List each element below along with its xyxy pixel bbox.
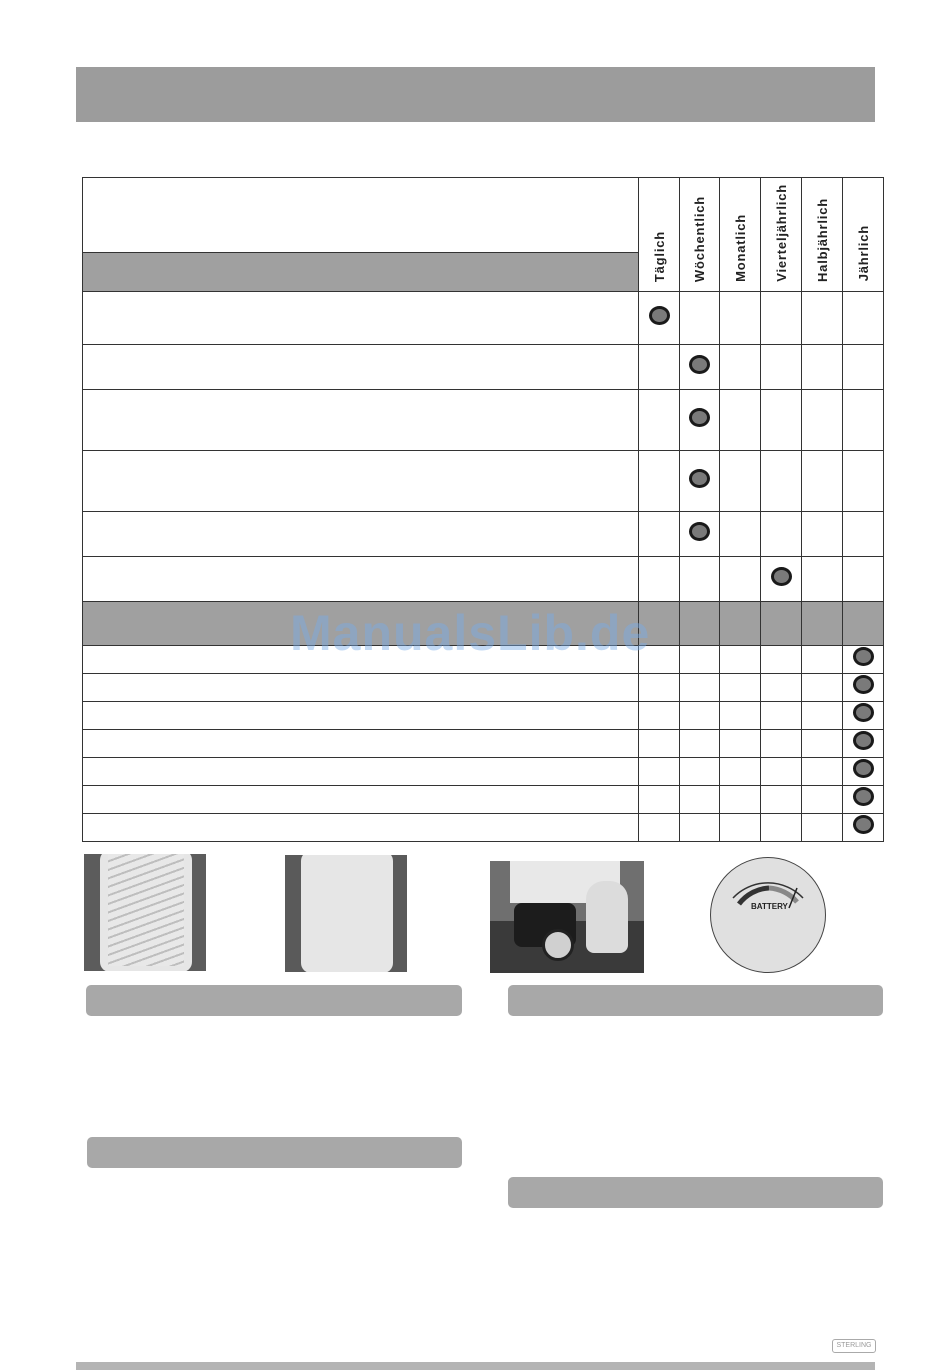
header-band [76,67,875,122]
tyre-worn-photo [285,855,407,972]
check-dot-icon [771,567,792,586]
check-dot-icon [689,355,710,374]
task-description-cell [83,556,639,601]
charging-scooter-photo [490,861,644,973]
interval-cell [802,389,843,450]
table-row [83,556,884,601]
column-header-yearly: Jährlich [843,178,884,292]
check-dot-icon [853,675,874,694]
interval-cell [680,450,720,511]
interval-cell [720,511,761,556]
check-dot-icon [853,731,874,750]
interval-cell [720,673,761,701]
interval-cell [802,556,843,601]
interval-cell [639,344,680,389]
interval-cell [639,757,680,785]
check-dot-icon [853,787,874,806]
interval-cell [680,389,720,450]
interval-cell [761,389,802,450]
check-dot-icon [689,469,710,488]
interval-cell [680,511,720,556]
interval-cell [720,556,761,601]
column-header-quarterly: Vierteljährlich [761,178,802,292]
interval-cell [680,291,720,344]
task-description-cell [83,785,639,813]
task-description-cell [83,729,639,757]
section-heading-bar [86,985,462,1016]
interval-cell [761,645,802,673]
interval-cell [680,729,720,757]
interval-cell [639,813,680,841]
interval-cell [720,450,761,511]
interval-cell [720,785,761,813]
interval-cell [639,511,680,556]
interval-cell [843,556,884,601]
table-row [83,291,884,344]
interval-cell [802,757,843,785]
interval-cell [843,757,884,785]
interval-cell [720,729,761,757]
column-header-daily: Täglich [639,178,680,292]
table-row [83,757,884,785]
tyre-good-photo [84,854,206,971]
interval-cell [802,701,843,729]
watermark: ManualsLib.de [290,605,651,661]
interval-cell [680,673,720,701]
battery-gauge-image: BATTERY [710,857,826,973]
interval-cell [843,673,884,701]
task-description-cell [83,757,639,785]
interval-cell [843,389,884,450]
interval-cell [802,673,843,701]
check-dot-icon [853,759,874,778]
interval-cell [720,344,761,389]
table-subheader-bar [83,253,639,291]
interval-cell [680,344,720,389]
interval-cell [720,645,761,673]
interval-cell [680,701,720,729]
interval-cell [639,291,680,344]
check-dot-icon [853,647,874,666]
column-header-half-yearly: Halbjährlich [802,178,843,292]
table-row [83,729,884,757]
interval-cell [639,556,680,601]
interval-cell [761,813,802,841]
interval-cell [802,291,843,344]
section-heading-bar [508,985,883,1016]
interval-cell [843,813,884,841]
interval-cell [843,291,884,344]
interval-cell [680,556,720,601]
interval-cell [802,450,843,511]
footer-band [76,1362,875,1370]
task-description-cell [83,673,639,701]
check-dot-icon [689,522,710,541]
interval-cell [761,450,802,511]
task-description-cell [83,511,639,556]
interval-cell [720,757,761,785]
table-row [83,450,884,511]
table-row [83,344,884,389]
interval-cell [761,701,802,729]
interval-cell [761,511,802,556]
interval-cell [680,785,720,813]
interval-cell [802,344,843,389]
interval-cell [802,729,843,757]
check-dot-icon [853,815,874,834]
maintenance-schedule-table [82,177,884,842]
task-description-cell [83,450,639,511]
interval-cell [843,450,884,511]
interval-cell [639,729,680,757]
interval-cell [720,389,761,450]
interval-cell [802,511,843,556]
check-dot-icon [689,408,710,427]
interval-cell [639,450,680,511]
interval-cell [843,511,884,556]
table-row [83,701,884,729]
interval-cell [639,673,680,701]
interval-cell [761,673,802,701]
interval-cell [761,785,802,813]
interval-cell [761,344,802,389]
section-heading-bar [87,1137,462,1168]
interval-cell [843,645,884,673]
table-row [83,813,884,841]
interval-cell [720,813,761,841]
interval-cell [680,645,720,673]
task-description-cell [83,344,639,389]
interval-cell [639,389,680,450]
interval-cell [680,813,720,841]
table-header-description [83,178,639,253]
table-row [83,389,884,450]
table-row [83,785,884,813]
interval-cell [680,757,720,785]
task-description-cell [83,813,639,841]
interval-cell [802,813,843,841]
task-description-cell [83,389,639,450]
interval-cell [761,291,802,344]
interval-cell [720,291,761,344]
interval-cell [761,556,802,601]
task-description-cell [83,701,639,729]
interval-cell [639,701,680,729]
interval-cell [802,785,843,813]
section-heading-bar [508,1177,883,1208]
interval-cell [843,344,884,389]
interval-cell [761,729,802,757]
task-description-cell [83,291,639,344]
interval-cell [720,701,761,729]
check-dot-icon [649,306,670,325]
check-dot-icon [853,703,874,722]
table-row [83,511,884,556]
interval-cell [639,785,680,813]
interval-cell [843,701,884,729]
interval-cell [802,645,843,673]
table-row [83,673,884,701]
column-header-weekly: Wöchentlich [680,178,720,292]
brand-logo: STERLING [832,1339,876,1353]
column-header-monthly: Monatlich [720,178,761,292]
interval-cell [761,757,802,785]
interval-cell [843,785,884,813]
interval-cell [843,729,884,757]
